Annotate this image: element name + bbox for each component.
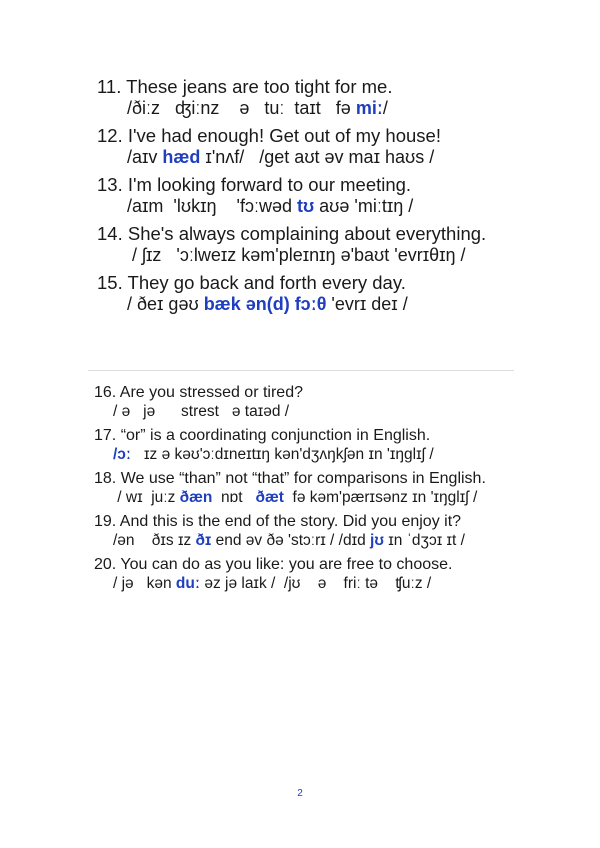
ipa-segment: aʊə 'miːtɪŋ / [314,196,414,216]
ipa-segment: ɪ'nʌf/ /get aʊt əv maɪ haʊs / [200,147,435,167]
stressed-segment: hæd [162,147,201,167]
ipa-transcription [94,574,574,593]
ipa-segment: end əv ðə 'stɔːrɪ / /dɪd [211,532,371,549]
stressed-segment: ðɪ [195,532,212,549]
ipa-segment: əz jə laɪk / /jʊ ə friː tə ʧuːz / [200,575,432,592]
ipa-transcription [97,245,577,266]
sentence: 19. And this is the end of the story. Did you enjoy it? [94,513,462,530]
ipa-transcription [97,294,577,315]
ipa-segment: / [382,98,388,118]
ipa-segment: /ən ðɪs ɪz [113,532,196,549]
sentence: 20. You can do as you like: you are free to choose. [94,556,453,573]
ipa-transcription [94,445,574,464]
stressed-segment: ðæt [255,489,284,506]
stressed-segment: duː [175,575,201,592]
sentence: 16. Are you stressed or tired? [94,384,303,401]
section-divider [88,370,514,371]
ipa-segment: /ðiːz ʤiːnz ə tuː taɪt fə [127,98,356,118]
sentence: 13. I'm looking forward to our meeting. [97,174,412,195]
ipa-segment: /aɪv [127,147,163,167]
sentence: 15. They go back and forth every day. [97,272,406,293]
ipa-transcription [94,402,574,421]
ipa-transcription [97,196,577,217]
exercise-section-1 [97,76,577,321]
stressed-segment: /ɔː [113,446,132,463]
ipa-segment: / ə jə strest ə taɪəd / [113,403,290,420]
stressed-segment: bæk ən(d) fɔːθ [203,294,327,314]
stressed-segment: ðæn [179,489,213,506]
ipa-segment: /aɪm 'lʊkɪŋ 'fɔːwəd [127,196,297,216]
sentence: 17. “or” is a coordinating conjunction in English. [94,427,431,444]
sentence: 11. These jeans are too tight for me. [97,76,393,97]
ipa-transcription [94,531,574,550]
ipa-segment: / wɪ juːz [113,489,180,506]
ipa-segment: / ðeɪ gəʊ [127,294,204,314]
exercise-section-2 [94,383,574,598]
ipa-segment: ɪn ˈdʒɔɪ ɪt / [383,532,465,549]
ipa-segment: 'evrɪ deɪ / [326,294,408,314]
ipa-segment: nɒt [212,489,256,506]
sentence: 14. She's always complaining about everything. [97,223,487,244]
stressed-segment: tʊ [296,196,315,216]
ipa-segment: fə kəm'pærɪsənz ɪn 'ɪŋglɪʃ / [283,489,478,506]
ipa-segment: ɪz ə kəʊ'ɔːdɪneɪtɪŋ kən'dʒʌŋkʃən ɪn 'ɪŋglɪʃ / [131,446,434,463]
ipa-segment: / jə kən [113,575,176,592]
stressed-segment: miː [355,98,383,118]
ipa-transcription [97,147,577,168]
sentence: 12. I've had enough! Get out of my house! [97,125,441,146]
ipa-segment: / ʃɪz 'ɔːlweɪz kəm'pleɪnɪŋ ə'baʊt 'evrɪθɪŋ / [127,245,466,265]
page-number: 2 [297,788,303,799]
ipa-transcription [97,98,577,119]
ipa-transcription [94,488,574,507]
sentence: 18. We use “than” not “that” for comparisons in English. [94,470,486,487]
stressed-segment: jʊ [370,532,384,549]
